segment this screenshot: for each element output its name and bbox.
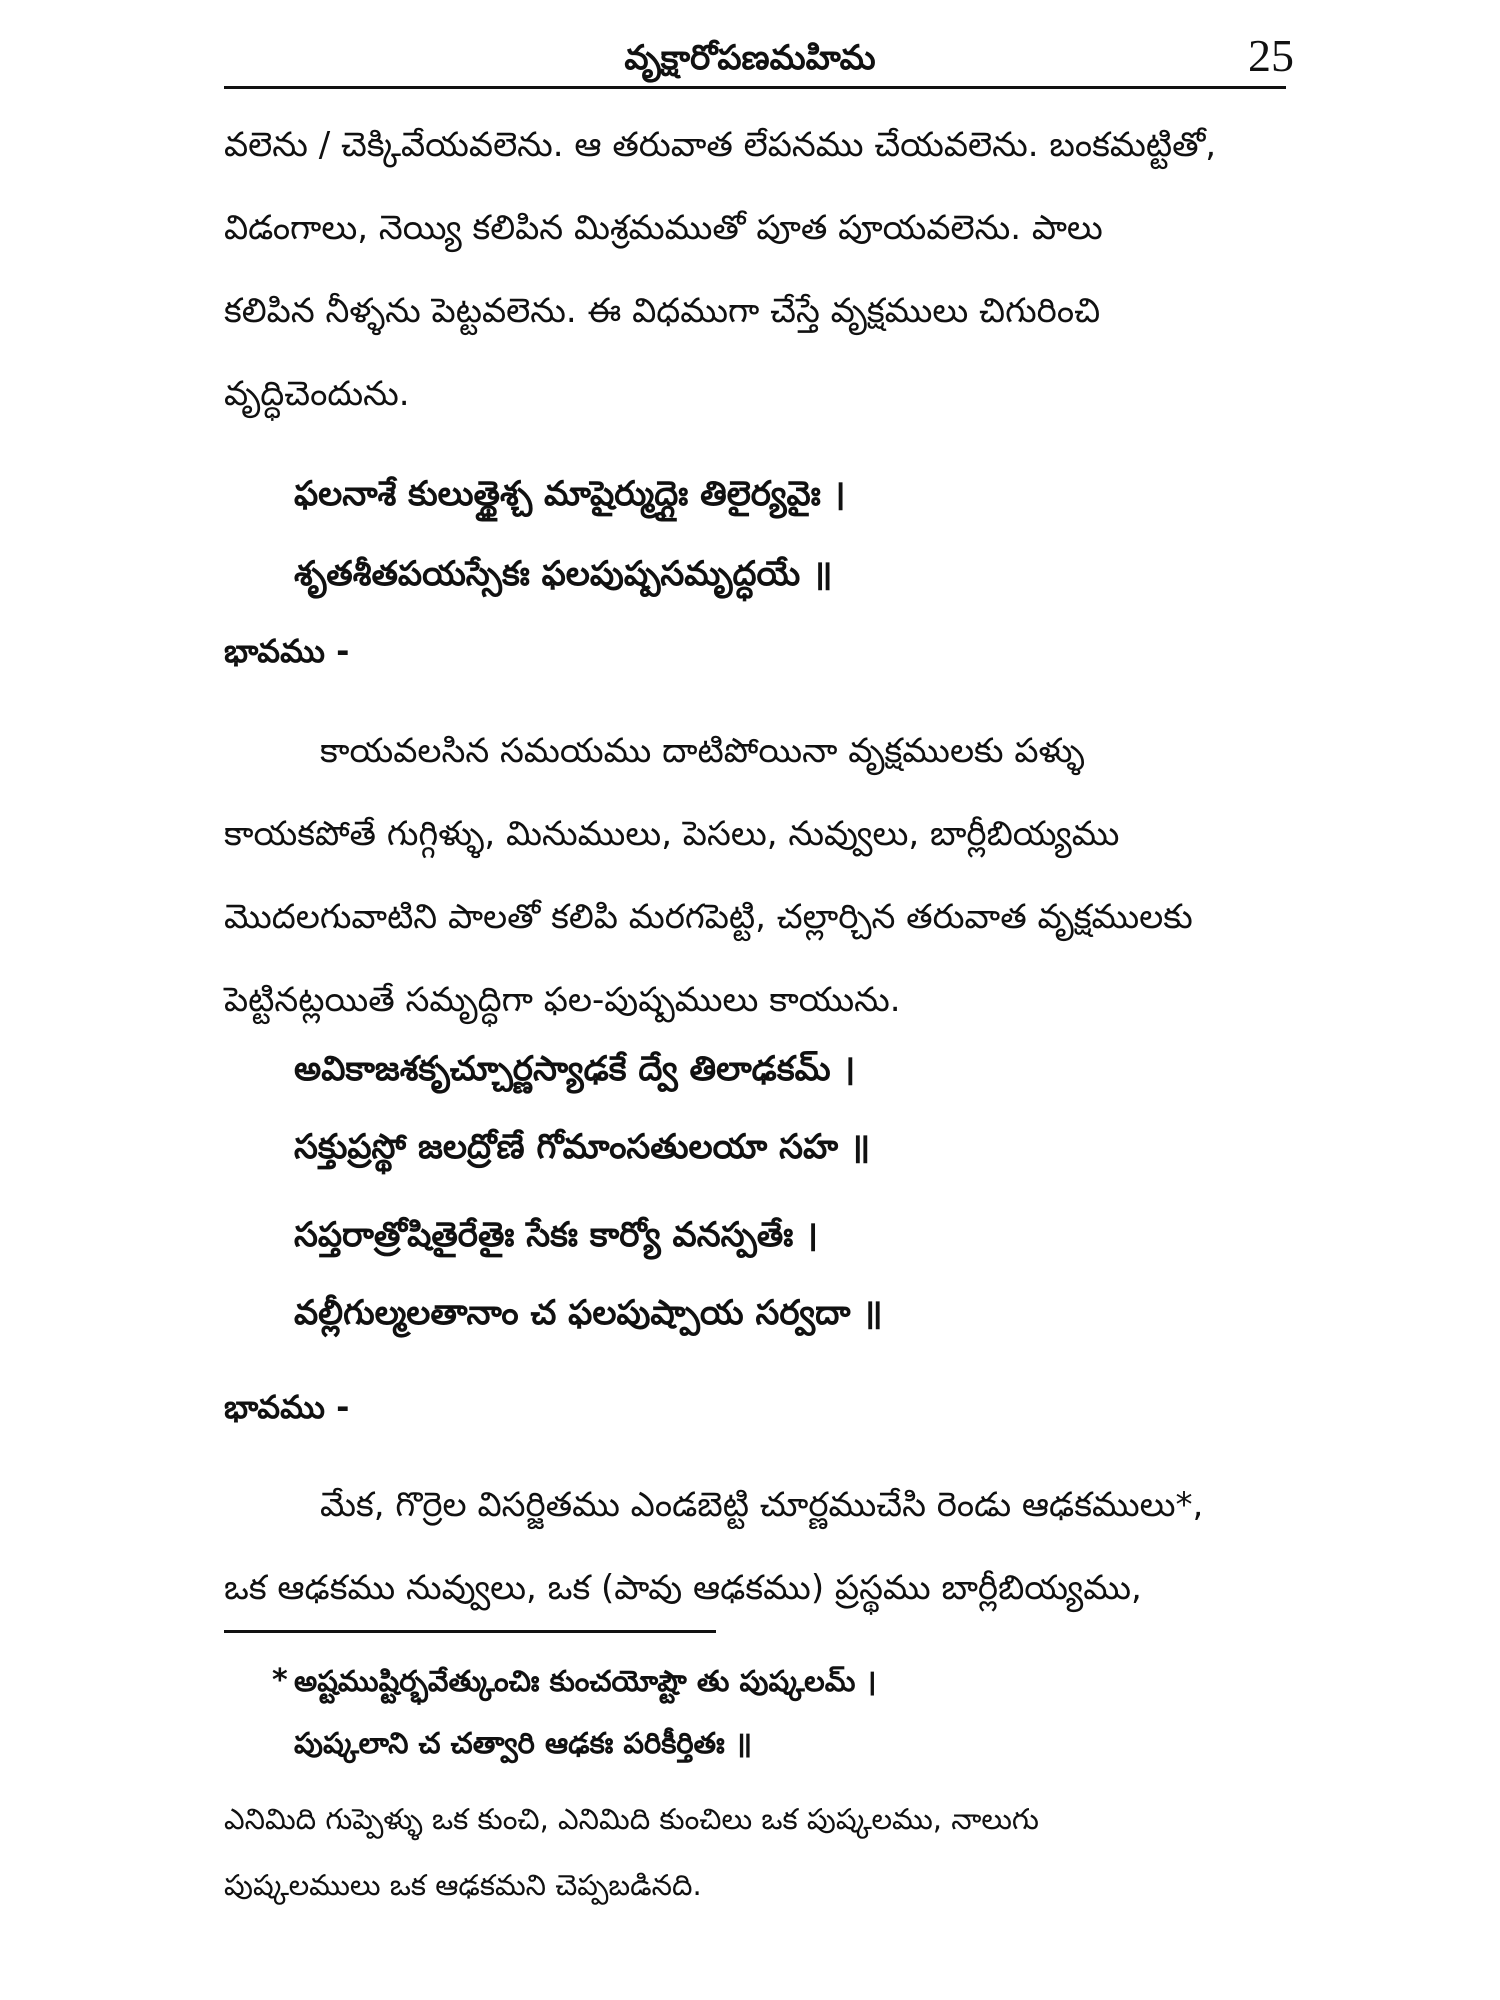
- section-heading: భావము -: [224, 1388, 350, 1426]
- verse-line: సప్తరాత్రోషితైరేతైః సేకః కార్యో వనస్పతేః ।: [294, 1215, 818, 1255]
- verse-line: ఫలనాశే కులుత్థైశ్చ మాషైర్ముద్గైః తిలైర్యవైః ।: [294, 474, 846, 514]
- footnote-text: [224, 1786, 1286, 1918]
- paragraph-line: కాయకపోతే గుగ్గిళ్ళు, మినుములు, పెసలు, నువ్వులు, బార్లీబియ్యము: [224, 814, 1120, 854]
- paragraph-1: [224, 104, 1286, 436]
- paragraph-line: ఒక ఆఢకము నువ్వులు, ఒక (పావు ఆఢకము) ప్రస్థము బార్లీబియ్యము,: [224, 1568, 1142, 1608]
- paragraph-3: [224, 1464, 1286, 1630]
- footnote-text-line: ఎనిమిది గుప్పెళ్ళు ఒక కుంచి, ఎనిమిది కుంచిలు ఒక పుష్కలము, నాలుగు: [224, 1802, 1039, 1836]
- page-number: 25: [1248, 30, 1294, 81]
- paragraph-line: కలిపిన నీళ్ళను పెట్టవలెను. ఈ విధముగా చేస్తే వృక్షములు చిగురించి: [224, 291, 1101, 331]
- paragraph-line: వలెను / చెక్కివేయవలెను. ఆ తరువాత లేపనము చేయవలెను. బంకమట్టితో,: [224, 125, 1217, 165]
- footnote-text-line: పుష్కలములు ఒక ఆఢకమని చెప్పబడినది.: [224, 1868, 702, 1902]
- verse-2: [294, 1030, 1286, 1186]
- verse-line: వల్లీగుల్మలతానాం చ ఫలపుష్పాయ సర్వదా ॥: [294, 1293, 883, 1333]
- verse-1: [294, 454, 1286, 614]
- verse-line: శృతశీతపయస్సేకః ఫలపుష్పసమృద్ధయే ॥: [294, 554, 833, 594]
- paragraph-line: మొదలగువాటిని పాలతో కలిపి మరగపెట్టి, చల్లార్చిన తరువాత వృక్షములకు: [224, 897, 1193, 937]
- paragraph-line: పెట్టినట్లయితే సమృద్ధిగా ఫల-పుష్పములు కాయును.: [224, 980, 901, 1020]
- footnote-marker: *: [272, 1663, 288, 1698]
- footnote-verse-line: పుష్కలాని చ చత్వారి ఆఢకః పరికీర్తితః ॥: [294, 1726, 753, 1760]
- verse-line: అవికాజశకృచ్చూర్ణస్యాఢకే ద్వే తిలాఢకమ్ ।: [294, 1049, 856, 1089]
- header-rule: [224, 86, 1286, 89]
- paragraph-line: వృద్ధిచెందును.: [224, 374, 410, 414]
- paragraph-line: కాయవలసిన సమయము దాటిపోయినా వృక్షములకు పళ్ళు: [320, 731, 1085, 771]
- section-heading: భావము -: [224, 632, 350, 670]
- footnote-verse: [272, 1650, 1286, 1774]
- paragraph-line: మేక, గొర్రెల విసర్జితము ఎండబెట్టి చూర్ణముచేసి రెండు ఆఢకములు*,: [320, 1485, 1204, 1525]
- paragraph-2: [224, 710, 1286, 1042]
- footnote-verse-line: అష్టముష్టిర్భవేత్కుంచిః కుంచయోష్టౌ తు పుష్కలమ్ ।: [294, 1664, 877, 1698]
- running-title: వృక్షారోపణమహిమ: [624, 38, 876, 78]
- paragraph-line: విడంగాలు, నెయ్యి కలిపిన మిశ్రమముతో పూత పూయవలెను. పాలు: [224, 208, 1103, 248]
- footnote-rule: [224, 1630, 716, 1633]
- verse-line: సక్తుప్రస్థో జలద్రోణే గోమాంసతులయా సహ ॥: [294, 1127, 871, 1167]
- verse-3: [294, 1196, 1286, 1352]
